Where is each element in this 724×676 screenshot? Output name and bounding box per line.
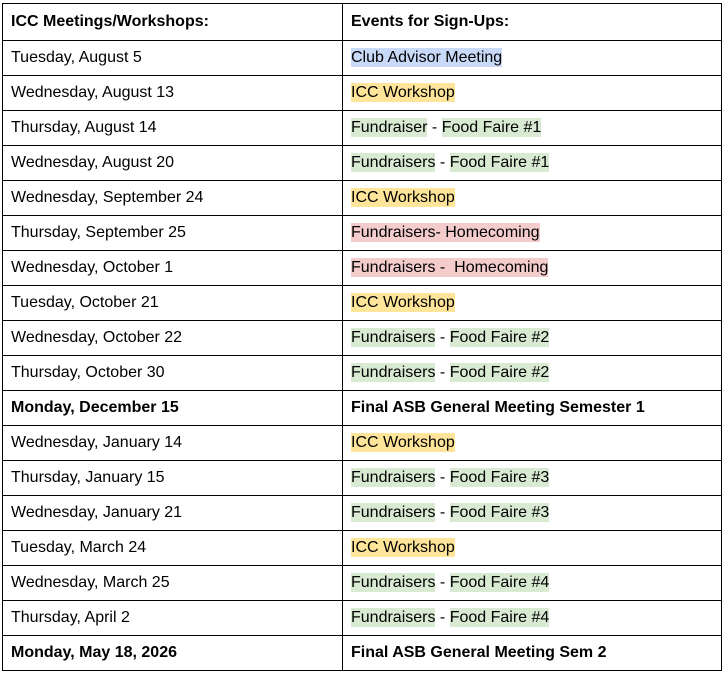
event-cell <box>343 181 722 216</box>
table-row <box>3 76 722 111</box>
event-highlight: Fundraisers- Homecoming <box>351 224 540 241</box>
event-text: - <box>427 119 442 136</box>
meeting-date-cell: Wednesday, January 14 <box>3 426 343 461</box>
meeting-date-cell: Wednesday, October 1 <box>3 251 343 286</box>
event-highlight: Food Faire #1 <box>449 154 550 171</box>
meeting-date-cell: Wednesday, October 22 <box>3 321 343 356</box>
event-highlight: Food Faire #4 <box>449 609 550 626</box>
table-row <box>3 216 722 251</box>
event-highlight: ICC Workshop <box>351 84 455 101</box>
event-text: - <box>435 469 450 486</box>
table-row <box>3 636 722 671</box>
meeting-date-cell: Thursday, January 15 <box>3 461 343 496</box>
event-highlight: Fundraisers <box>351 469 436 486</box>
event-cell <box>343 601 722 636</box>
event-cell <box>343 76 722 111</box>
event-cell <box>343 496 722 531</box>
event-text: Final ASB General Meeting Sem 2 <box>351 644 607 661</box>
event-cell <box>343 111 722 146</box>
schedule-table <box>2 3 722 671</box>
event-cell <box>343 356 722 391</box>
event-highlight: Food Faire #3 <box>449 504 550 521</box>
event-highlight: Fundraisers <box>351 364 436 381</box>
header-row <box>3 4 722 41</box>
event-cell <box>343 636 722 671</box>
event-highlight: Fundraisers <box>351 329 436 346</box>
event-cell <box>343 41 722 76</box>
event-highlight: Fundraisers - Homecoming <box>351 259 549 276</box>
event-highlight: ICC Workshop <box>351 539 455 556</box>
table-row <box>3 356 722 391</box>
event-text: - <box>435 329 450 346</box>
event-text: - <box>435 154 450 171</box>
event-cell <box>343 216 722 251</box>
event-highlight: Fundraisers <box>351 609 436 626</box>
meeting-date-cell: Wednesday, September 24 <box>3 181 343 216</box>
event-cell <box>343 146 722 181</box>
event-cell <box>343 531 722 566</box>
event-text: - <box>435 574 450 591</box>
event-highlight: Food Faire #4 <box>449 574 550 591</box>
meeting-date-cell: Thursday, August 14 <box>3 111 343 146</box>
event-highlight: ICC Workshop <box>351 294 455 311</box>
table-row <box>3 496 722 531</box>
meeting-date-cell: Thursday, April 2 <box>3 601 343 636</box>
table-row <box>3 426 722 461</box>
table-row <box>3 41 722 76</box>
meeting-date-cell: Wednesday, January 21 <box>3 496 343 531</box>
meeting-date-cell: Thursday, October 30 <box>3 356 343 391</box>
table-row <box>3 566 722 601</box>
event-cell <box>343 286 722 321</box>
table-row <box>3 391 722 426</box>
table-row <box>3 531 722 566</box>
event-highlight: Food Faire #2 <box>449 364 550 381</box>
event-cell <box>343 426 722 461</box>
meeting-date-cell: Monday, May 18, 2026 <box>3 636 343 671</box>
event-text: - <box>435 609 450 626</box>
table-row <box>3 461 722 496</box>
event-cell <box>343 321 722 356</box>
event-text: - <box>435 364 450 381</box>
schedule-body <box>3 41 722 671</box>
table-row <box>3 146 722 181</box>
event-highlight: Club Advisor Meeting <box>351 49 503 66</box>
meeting-date-cell: Tuesday, October 21 <box>3 286 343 321</box>
meeting-date-cell: Wednesday, August 13 <box>3 76 343 111</box>
meeting-date-cell: Monday, December 15 <box>3 391 343 426</box>
event-highlight: Fundraisers <box>351 504 436 521</box>
meeting-date-cell: Tuesday, March 24 <box>3 531 343 566</box>
event-highlight: Food Faire #1 <box>441 119 542 136</box>
table-row <box>3 601 722 636</box>
header-meetings: ICC Meetings/Workshops: <box>3 4 343 41</box>
event-text: Final ASB General Meeting Semester 1 <box>351 399 645 416</box>
event-cell <box>343 461 722 496</box>
event-highlight: Fundraisers <box>351 154 436 171</box>
meeting-date-cell: Thursday, September 25 <box>3 216 343 251</box>
table-row <box>3 286 722 321</box>
table-row <box>3 321 722 356</box>
table-row <box>3 181 722 216</box>
meeting-date-cell: Tuesday, August 5 <box>3 41 343 76</box>
header-events: Events for Sign-Ups: <box>343 4 722 41</box>
meeting-date-cell: Wednesday, August 20 <box>3 146 343 181</box>
event-highlight: Food Faire #2 <box>449 329 550 346</box>
event-cell <box>343 566 722 601</box>
event-cell <box>343 251 722 286</box>
event-text: - <box>435 504 450 521</box>
event-highlight: Fundraisers <box>351 574 436 591</box>
meeting-date-cell: Wednesday, March 25 <box>3 566 343 601</box>
table-row <box>3 111 722 146</box>
event-highlight: ICC Workshop <box>351 434 455 451</box>
event-cell <box>343 391 722 426</box>
table-row <box>3 251 722 286</box>
event-highlight: Food Faire #3 <box>449 469 550 486</box>
event-highlight: Fundraiser <box>351 119 428 136</box>
event-highlight: ICC Workshop <box>351 189 455 206</box>
